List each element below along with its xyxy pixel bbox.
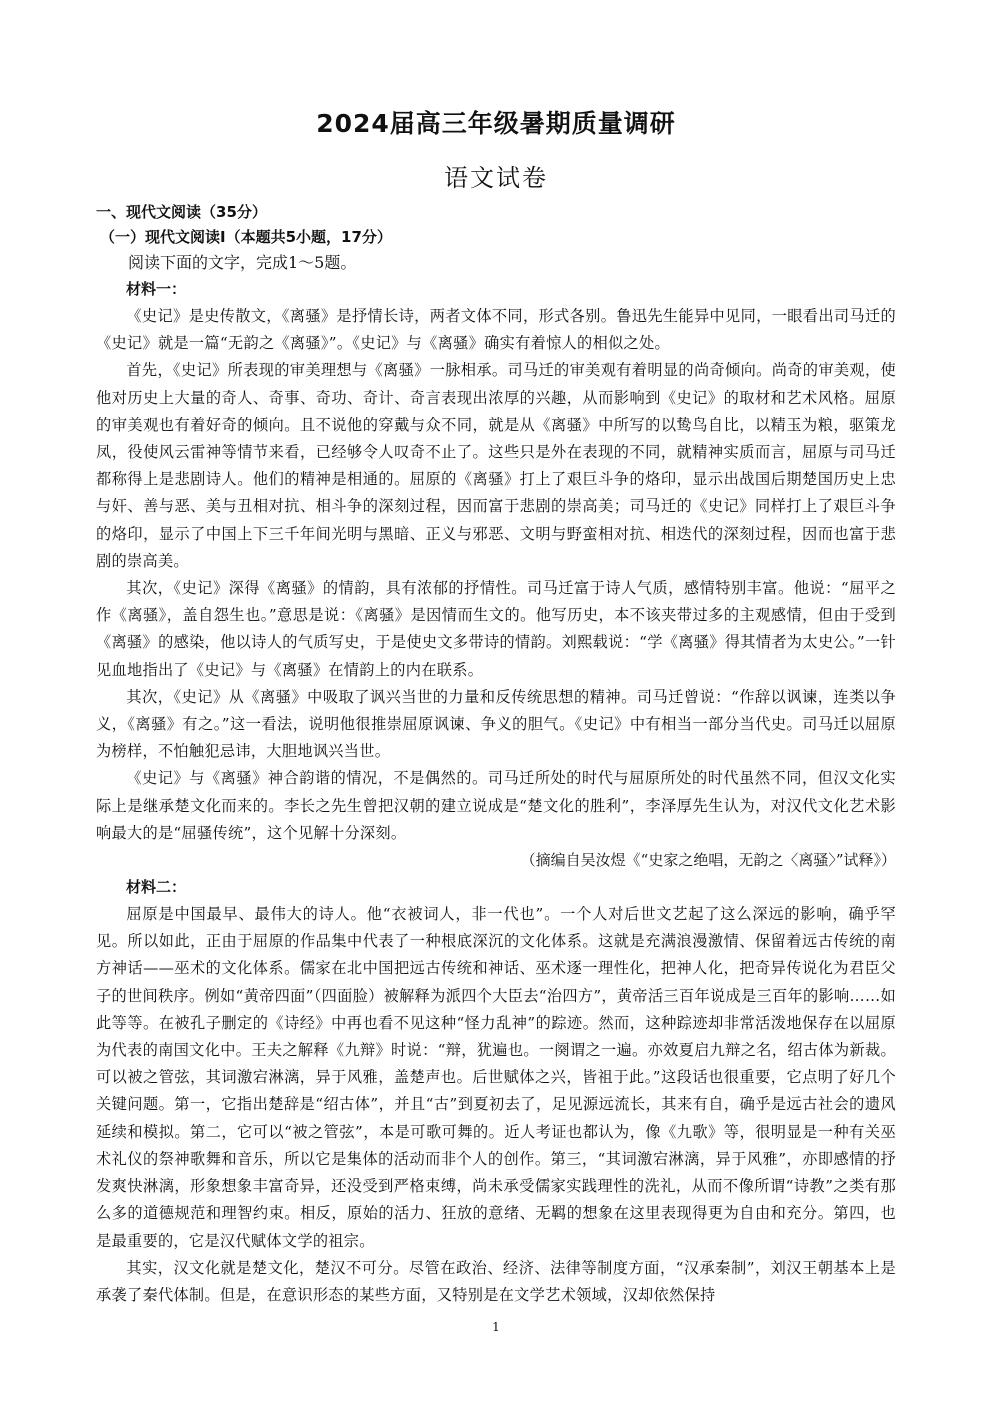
material-one-paragraph: 其次，《史记》从《离骚》中吸取了讽兴当世的力量和反传统思想的精神。司马迁曾说：“作辞以讽谏，连类以争义，《离骚》有之。”这一看法，说明他很推崇屈原讽谏、争义的胆气。《史记》中有相当一部分当代史。司马迁以屈原为榜样，不怕触犯忌讳，大胆地讽兴当世。 <box>96 687 896 761</box>
exam-title: 2024届高三年级暑期质量调研 <box>316 109 676 138</box>
material-one-paragraph: 《史记》与《离骚》神合韵谐的情况，不是偶然的。司马迁所处的时代与屈原所处的时代虽然不同，但汉文化实际上是继承楚文化而来的。李长之先生曾把汉朝的建立说成是“楚文化的胜利”，李泽厚先生认为，对汉代文化艺术影响最大的是“屈骚传统”，这个见解十分深刻。 <box>96 769 896 842</box>
material-two-paragraph: 屈原是中国最早、最伟大的诗人。他“衣被词人，非一代也”。一个人对后世文艺起了这么深远的影响，确乎罕见。所以如此，正由于屈原的作品集中代表了一种根底深沉的文化体系。这就是充满浪漫激情、保留着远古传统的南方神话——巫术的文化体系。儒家在北中国把远古传统和神话、巫术逐一理性化，把神人化，把奇异传说化为君臣父子的世间秩序。例如“黄帝四面”（四面脸）被解释为派四个大臣去“治四方”，黄帝活三百年说成是三百年的影响……如此等等。在被孔子删定的《诗经》中再也看不见这种“怪力乱神”的踪迹。然而，这种踪迹却非常活泼地保存在以屈原为代表的南国文化中。王夫之解释《九辩》时说：“辩，犹遍也。一阕谓之一遍。亦效夏启九辩之名，绍古体为新裁。可以被之管弦，其词激宕淋漓，异于风雅，盖楚声也。后世赋体之兴，皆祖于此。”这段话也很重要，它点明了好几个关键问题。第一，它指出楚辞是“绍古体”，并且“古”到夏初去了，足见源远流长，其来有自，确乎是远古社会的遗风延续和模拟。第二，它可以“被之管弦”，本是可歌可舞的。近人考证也都认为，像《九歌》等，很明显是一种有关巫术礼仪的祭神歌舞和音乐，所以它是集体的活动而非个人的创作。第三，“其词激宕淋漓，异于风雅”，亦即感情的抒发爽快淋漓，形象想象丰富奇异，还没受到严格束缚，尚未承受儒家实践理性的洗礼，从而不像所谓“诗教”之类有那么多的道德规范和理智约束。相反，原始的活力、狂放的意绪、无羁的想象在这里表现得更为自由和充分。第四，也是最重要的，它是汉代赋体文学的祖宗。 <box>96 905 896 1250</box>
material-one-label: 材料一： <box>126 280 187 298</box>
page-number: 1 <box>492 1320 500 1334</box>
exam-subtitle: 语文试卷 <box>444 164 548 192</box>
section-subheading: （一）现代文阅读Ⅰ（本题共5小题，17分） <box>100 228 392 246</box>
material-one-paragraph: 其次，《史记》深得《离骚》的情韵，具有浓郁的抒情性。司马迁富于诗人气质，感情特别丰富。他说：“屈平之作《离骚》，盖自怨生也。”意思是说：《离骚》是因情而生文的。他写历史，本不该夹带过多的主观感情，但由于受到《离骚》的感染，他以诗人的气质写史，于是使史文多带诗的情韵。刘熙载说：“学《离骚》得其情者为太史公。”一针见血地指出了《史记》与《离骚》在情韵上的内在联系。 <box>96 579 896 679</box>
material-one-paragraph: 首先，《史记》所表现的审美理想与《离骚》一脉相承。司马迁的审美观有着明显的尚奇倾向。尚奇的审美观，使他对历史上大量的奇人、奇事、奇功、奇计、奇言表现出浓厚的兴趣，从而影响到《史记》的取材和艺术风格。屈原的审美观也有着好奇的倾向。且不说他的穿戴与众不同，就是从《离骚》中所写的以鸷鸟自比，以精玉为粮，驱策龙凤，役使风云雷神等情节来看，已经够令人叹奇不止了。这些只是外在表现的不同，就精神实质而言，屈原与司马迁都称得上是悲剧诗人。他们的精神是相通的。屈原的《离骚》打上了艰巨斗争的烙印，显示出战国后期楚国历史上忠与奸、善与恶、美与丑相对抗、相斗争的深刻过程，因而富于悲剧的崇高美；司马迁的《史记》同样打上了艰巨斗争的烙印，显示了中国上下三千年间光明与黑暗、正义与邪恶、文明与野蛮相对抗、相迭代的深刻过程，因而也富于悲剧的崇高美。 <box>96 361 896 570</box>
material-two-paragraph: 其实，汉文化就是楚文化，楚汉不可分。尽管在政治、经济、法律等制度方面，“汉承秦制”，刘汉王朝基本上是承袭了秦代体制。但是，在意识形态的某些方面，又特别是在文学艺术领域，汉却依然保持 <box>96 1258 896 1304</box>
material-two-label: 材料二： <box>126 878 187 897</box>
section-heading: 一、现代文阅读（35分） <box>96 203 267 221</box>
instruction-text: 阅读下面的文字，完成1～5题。 <box>128 253 357 272</box>
material-one-source: （摘编自吴汝煜《“史家之绝唱，无韵之〈离骚〉”试释》） <box>520 851 896 870</box>
exam-content <box>96 200 896 1309</box>
material-one-paragraph: 《史记》是史传散文，《离骚》是抒情长诗，两者文体不同，形式各别。鲁迅先生能异中见同，一眼看出司马迁的《史记》就是一篇“无韵之《离骚》”。《史记》与《离骚》确实有着惊人的相似之处。 <box>96 307 896 353</box>
